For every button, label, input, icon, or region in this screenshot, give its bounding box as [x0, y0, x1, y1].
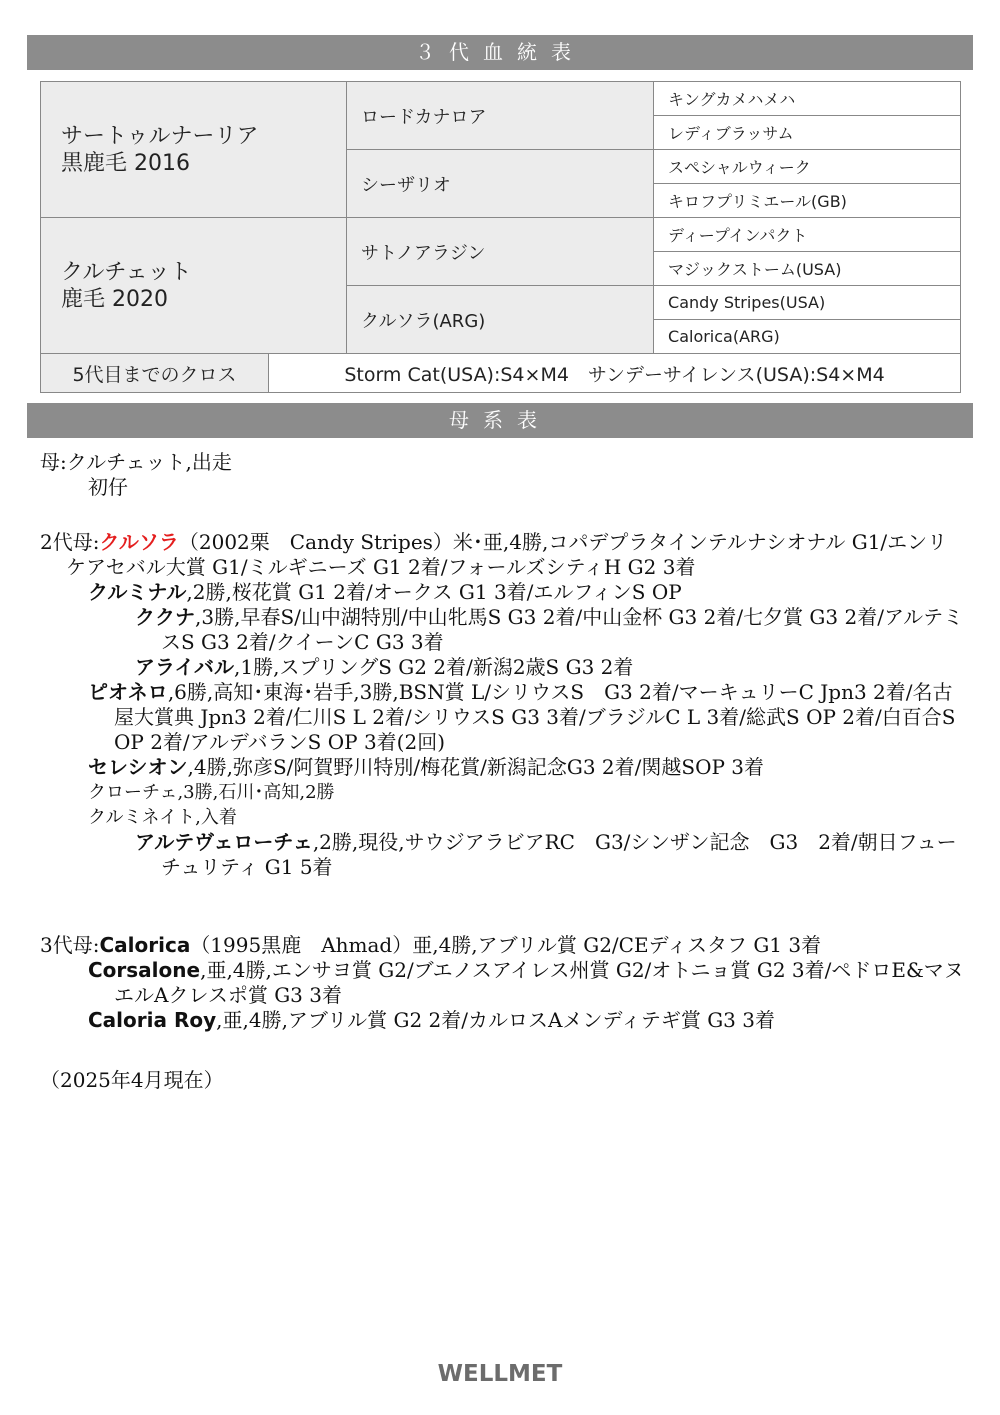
kukuna-entry	[40, 605, 965, 655]
altevelocce-entry	[40, 830, 965, 880]
altevelocce-name: アルテヴェローチェ	[135, 830, 313, 854]
family-heading: 母系表	[27, 403, 973, 438]
second-dam-entry	[40, 530, 965, 580]
pioneiro-text: ,6勝,高知･東海･岩手,3勝,BSN賞 L/シリウスS G3 2着/マーキュリーC Jpn3 2着/名古屋大賞典 Jpn3 2着/仁川S L 2着/シリウスS G3 3着/ブラジルC L 3着/総武S OP 2着/白百合S OP 2着/アルデバランS OP 3着(2回)	[114, 680, 956, 754]
arrival-name: アライバル	[135, 655, 234, 679]
sire-dam: シーザリオ	[347, 150, 654, 218]
sire-sire: ロードカナロア	[347, 82, 654, 150]
cross-label: 5代目までのクロス	[41, 354, 269, 393]
corsalone-name: Corsalone	[88, 958, 201, 982]
sire-sire-dam: レディブラッサム	[654, 116, 961, 150]
celesion-name: セレシオン	[88, 755, 188, 779]
sire-dam-sire: スペシャルウィーク	[654, 150, 961, 184]
second-dam-prefix: 2代母:	[40, 530, 100, 554]
kurminal-text: ,2勝,桜花賞 G1 2着/オークス G1 3着/エルフィンS OP	[186, 580, 682, 604]
pedigree-table	[40, 81, 961, 393]
arrival-text: ,1勝,スプリングS G2 2着/新潟2歳S G3 2着	[234, 655, 634, 679]
dam-entry	[40, 450, 965, 500]
cross-value: Storm Cat(USA):S4×M4 サンデーサイレンス(USA):S4×M4	[269, 354, 961, 393]
caloria-roy-name: Caloria Roy	[88, 1008, 217, 1032]
caloria-roy-text: ,亜,4勝,アブリル賞 G2 2着/カルロスAメンディテギ賞 G3 3着	[216, 1008, 775, 1032]
kurminal-entry	[40, 580, 965, 605]
dam-foal-note: 初仔	[88, 475, 128, 499]
kukuna-name: ククナ	[135, 605, 195, 629]
crocce-entry: クローチェ,3勝,石川･高知,2勝	[88, 782, 335, 803]
dam-cell	[41, 218, 347, 354]
arrival-entry	[40, 655, 965, 680]
third-dam-block	[40, 933, 965, 1033]
corsalone-text: ,亜,4勝,エンサヨ賞 G2/ブエノスアイレス州賞 G2/オトニョ賞 G2 3着/ペドロE&マヌエルAクレスポ賞 G3 3着	[114, 958, 964, 1007]
kurmineit-entry: クルミネイト,入着	[88, 807, 237, 828]
kukuna-text: ,3勝,早春S/山中湖特別/中山牝馬S G3 2着/中山金杯 G3 2着/七夕賞 G3 2着/アルテミスS G3 2着/クイーンC G3 3着	[161, 605, 964, 654]
pioneiro-name: ピオネロ	[88, 680, 168, 704]
third-dam-name: Calorica	[99, 933, 191, 957]
sire-name: サートゥルナーリア	[61, 123, 259, 149]
sire-detail: 黒鹿毛 2016	[61, 150, 190, 176]
dam-detail: 鹿毛 2020	[61, 286, 168, 312]
sire-dam-dam: キロフプリミエール(GB)	[654, 184, 961, 218]
third-dam-text: （1995黒鹿 Ahmad）亜,4勝,アブリル賞 G2/CEディスタフ G1 3着	[190, 933, 822, 957]
kurminal-name: クルミナル	[88, 580, 187, 604]
third-dam-entry	[40, 933, 965, 958]
dam-sire-dam: マジックストーム(USA)	[654, 252, 961, 286]
second-dam-block	[40, 530, 965, 880]
second-dam-text: （2002栗 Candy Stripes）米･亜,4勝,コパデプラタインテルナシオナル G1/エンリケアセバル大賞 G1/ミルギニーズ G1 2着/フォールズシティH G2 3着	[66, 530, 948, 579]
dam-dam-dam: Calorica(ARG)	[654, 320, 961, 354]
dam-line: 母:クルチェット,出走	[40, 450, 232, 474]
third-dam-prefix: 3代母:	[40, 933, 100, 957]
corsalone-entry	[40, 958, 965, 1008]
celesion-entry	[40, 755, 965, 780]
dam-dam-sire: Candy Stripes(USA)	[654, 286, 961, 320]
altevelocce-text: ,2勝,現役,サウジアラビアRC G3/シンザン記念 G3 2着/朝日フューチュリティ G1 5着	[161, 830, 957, 879]
pedigree-heading: ３代血統表	[27, 35, 973, 70]
sire-cell	[41, 82, 347, 218]
wellmet-logo: WELLMET	[437, 1361, 563, 1387]
dam-sire-sire: ディープインパクト	[654, 218, 961, 252]
sire-sire-sire: キングカメハメハ	[654, 82, 961, 116]
caloria-roy-entry	[40, 1008, 965, 1033]
celesion-text: ,4勝,弥彦S/阿賀野川特別/梅花賞/新潟記念G3 2着/関越SOP 3着	[187, 755, 765, 779]
dam-dam: クルソラ(ARG)	[347, 286, 654, 354]
dam-sire: サトノアラジン	[347, 218, 654, 286]
pioneiro-entry	[40, 680, 965, 755]
second-dam-name: クルソラ	[99, 530, 179, 554]
as-of-note: （2025年4月現在）	[40, 1068, 224, 1092]
dam-name: クルチェット	[61, 259, 192, 285]
